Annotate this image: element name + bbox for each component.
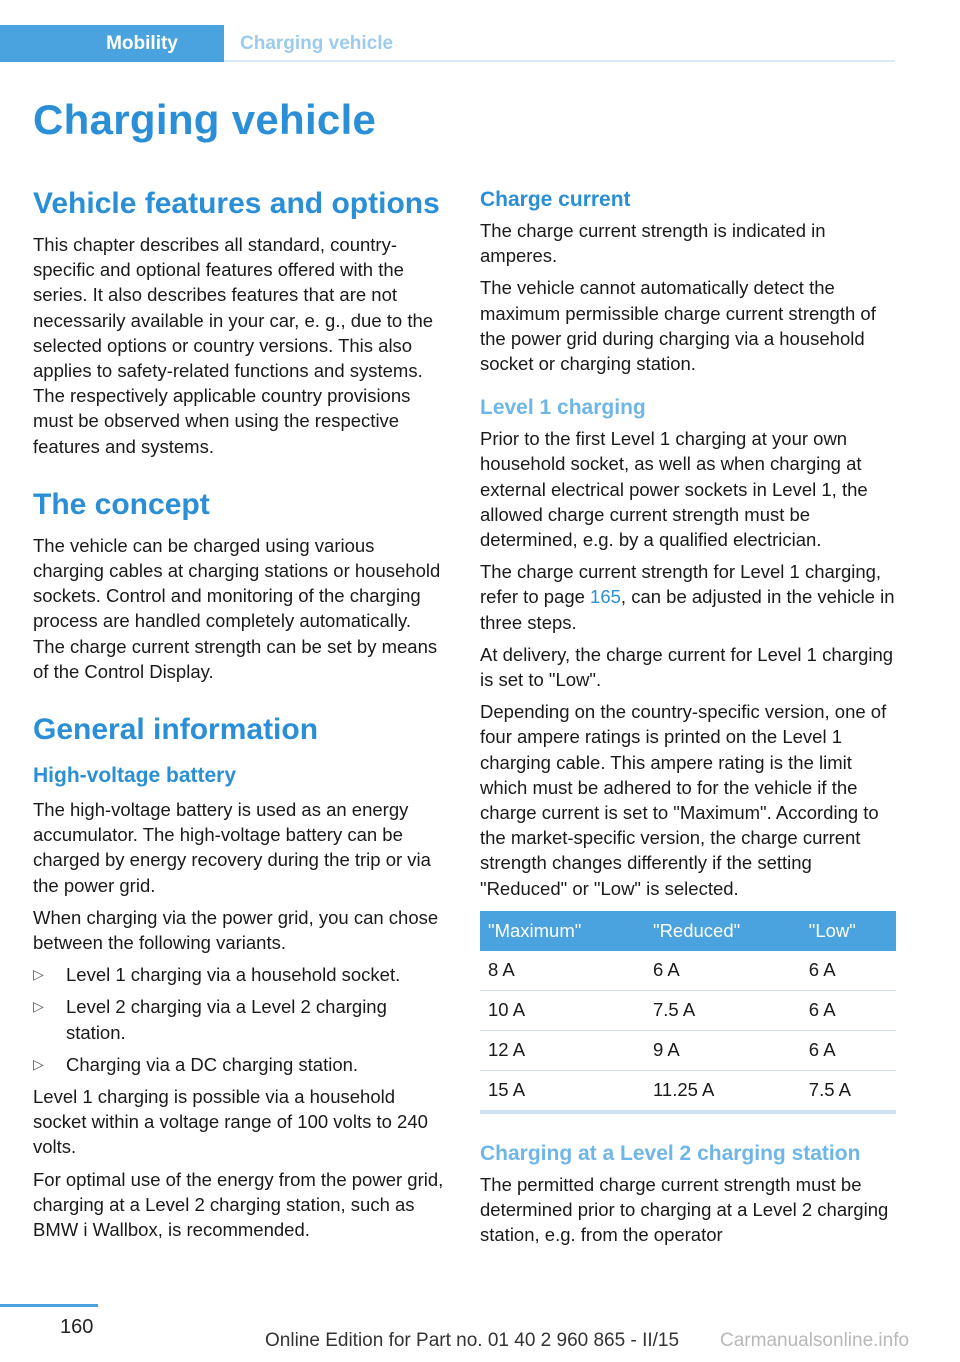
left-column [33, 186, 447, 1242]
triangle-bullet-icon: ▷ [33, 1055, 44, 1072]
level2-text: The permitted charge current strength must be determined prior to charging at a Level 2 charging station, e.g. from the operator [480, 1173, 889, 1246]
table-row [480, 990, 896, 1030]
battery-text: The high-voltage battery is used as an energy accumulator. The high-voltage battery can be charged by energy recovery during the trip or via the power grid. [33, 799, 431, 896]
charge-current-heading: Charge current [480, 188, 631, 211]
table-cell: 9 A [645, 1030, 801, 1070]
features-heading: Vehicle features and options [33, 187, 440, 220]
page-number: 160 [60, 1316, 94, 1338]
triangle-bullet-icon: ▷ [33, 966, 44, 983]
section-tab[interactable]: Mobility [0, 25, 224, 62]
page-tab[interactable]: Charging vehicle [240, 33, 394, 54]
level2-heading: Charging at a Level 2 charging station [480, 1141, 861, 1165]
table-cell: 7.5 A [801, 1070, 896, 1112]
variants-intro: When charging via the power grid, you can chose between the following variants. [33, 906, 439, 954]
table-cell: 11.25 A [645, 1070, 801, 1112]
table-header-row [480, 911, 896, 951]
footer-rule [0, 1304, 98, 1307]
table-cell: 7.5 A [645, 990, 801, 1030]
table-row [480, 1030, 896, 1070]
table-cell: 6 A [801, 1030, 896, 1070]
charge-current-text-1: The charge current strength is indicated in amperes. [480, 220, 826, 267]
edition-text: Online Edition for Part no. 01 40 2 960 865 - II/15 [265, 1330, 680, 1351]
general-info-heading: General information [33, 713, 319, 747]
right-column [480, 186, 896, 1247]
features-text: This chapter describes all standard, country-specific and optional features offered with the series. It also describes features that are not necessarily available in your car, e. g., due to the selected options or country versions. This also applies to safety-related functions and systems. The respectively applicable country provisions must be observed when using the respective features and systems. [33, 234, 434, 457]
concept-heading: The concept [33, 487, 210, 521]
charge-current-text-2: The vehicle cannot automatically detect the maximum permissible charge current strength of the power grid during charging via a household socket or charging station. [480, 277, 876, 375]
concept-text: The vehicle can be charged using various charging cables at charging stations or household sockets. Control and monitoring of the charging process are handled completely automatically. The charge current strength can be set by means of the Control Display. [33, 534, 441, 682]
optimal-use-text: For optimal use of the energy from the power grid, charging at a Level 2 charging station, such as BMW i Wallbox, is recommended. [33, 1168, 444, 1241]
triangle-bullet-icon: ▷ [33, 998, 44, 1015]
list-item: ▷ Level 1 charging via a household socket. [33, 962, 447, 994]
ampere-ratings-table [480, 911, 896, 1114]
table-cell: 8 A [480, 951, 645, 991]
table-row [480, 951, 896, 991]
level1-text-4: Depending on the country-specific version, one of four ampere ratings is printed on the Level 1 charging cable. This ampere rating is the limit which must be adhered to for the vehicle if the charge current is set to "Maximum". According to the market-specific version, the charge current strength changes differently if the setting "Reduced" or "Low" is selected. [480, 701, 887, 899]
table-cell: 15 A [480, 1070, 645, 1112]
level1-text-2: The charge current strength for Level 1 charging, refer to page 165, can be adjusted in the vehicle in three steps. [480, 561, 895, 633]
table-cell: 10 A [480, 990, 645, 1030]
page-header [0, 25, 895, 62]
level1-range-text: Level 1 charging is possible via a household socket within a voltage range of 100 volts to 240 volts. [33, 1086, 428, 1158]
variants-list [33, 962, 447, 1077]
column-header: "Reduced" [645, 911, 801, 951]
level1-text-3: At delivery, the charge current for Level 1 charging is set to "Low". [480, 643, 894, 691]
list-item: ▷ Level 2 charging via a Level 2 charging station. [33, 996, 387, 1043]
list-item: ▷ Charging via a DC charging station. [33, 1052, 447, 1077]
level1-text-1: Prior to the first Level 1 charging at your own household socket, as well as when charging at external electrical power sockets in Level 1, the allowed charge current strength must be determined, e.g. by a qualified electrician. [480, 428, 868, 551]
table-cell: 12 A [480, 1030, 645, 1070]
page-reference-link[interactable]: 165 [590, 586, 621, 608]
column-header: "Maximum" [480, 911, 645, 951]
table-cell: 6 A [801, 951, 896, 991]
table-cell: 6 A [801, 990, 896, 1030]
column-header: "Low" [801, 911, 896, 951]
level1-heading: Level 1 charging [480, 396, 646, 420]
watermark: Carmanualsonline.info [720, 1330, 910, 1351]
page-title: Charging vehicle [33, 96, 377, 143]
table-row [480, 1070, 896, 1112]
table-cell: 6 A [645, 951, 801, 991]
battery-heading: High-voltage battery [33, 764, 237, 788]
